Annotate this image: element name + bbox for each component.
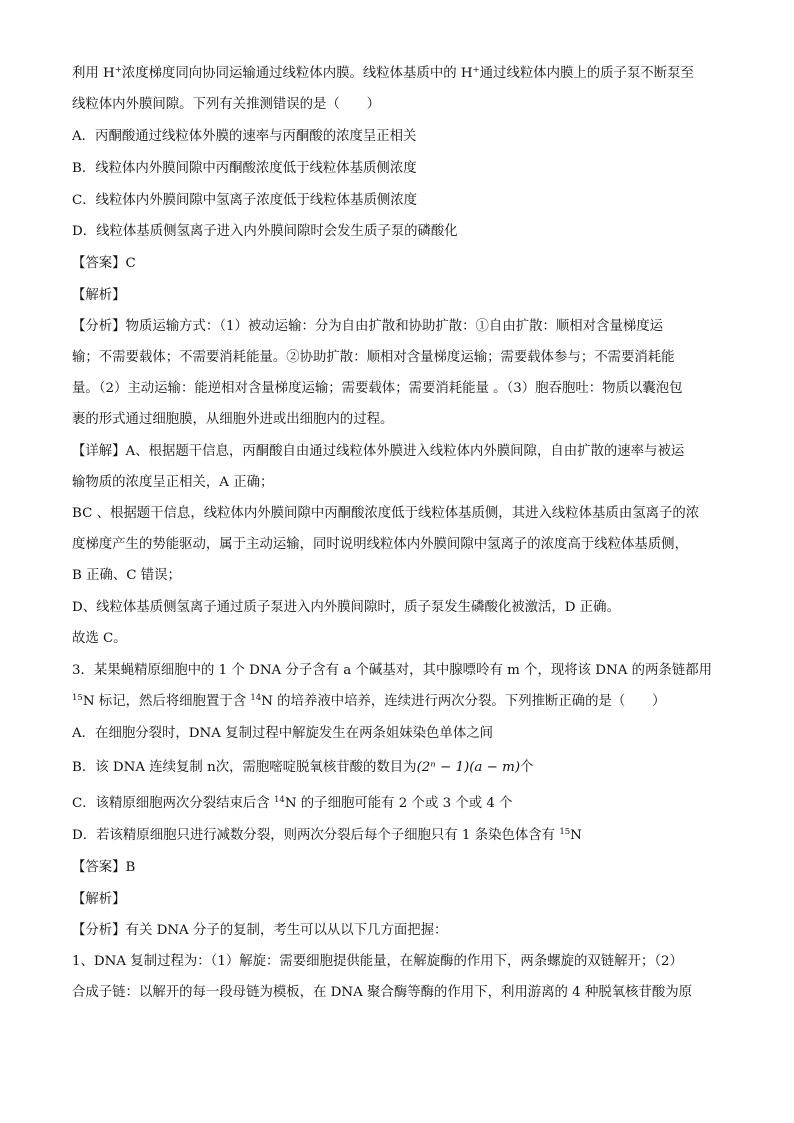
q3-analysis-heading: 【解析】	[72, 892, 126, 907]
q2-fenxi-line-2: 输；不需要载体；不需要消耗能量。②协助扩散：顺相对含量梯度运输；需要载体参与；不需要消耗能	[72, 350, 675, 365]
q2-xiangjie-line-2: 输物质的浓度呈正相关，A 正确；	[72, 475, 274, 490]
q3-fenxi: 【分析】有关 DNA 分子的复制，考生可以从以下几方面把握：	[72, 923, 448, 938]
q2-fenxi-line-3: 量。（2）主动运输：能逆相对含量梯度运输；需要载体；需要消耗能量 。（3）胞吞胞吐：物质以囊泡包	[72, 381, 683, 396]
q2-xiangjie-line-1: 【详解】A、根据题干信息，丙酮酸自由通过线粒体外膜进入线粒体内外膜间隙，自由扩散的速率与被运	[72, 444, 685, 459]
q2-xiangjie-line-3: BC 、根据题干信息，线粒体内外膜间隙中丙酮酸浓度低于线粒体基质侧，其进入线粒体基质由氢离子的浓	[72, 506, 700, 521]
q3-point1-line-1: 1、DNA 复制过程为：（1）解旋：需要细胞提供能量，在解旋酶的作用下，两条螺旋的双链解开；（2）	[72, 954, 683, 969]
q2-stem-line-1: 利用 H+浓度梯度同向协同运输通过线粒体内膜。线粒体基质中的 H+通过线粒体内膜上的质子泵不断泵至	[72, 65, 694, 81]
q2-analysis-heading: 【解析】	[72, 288, 126, 303]
q3-option-a: A．在细胞分裂时，DNA 复制过程中解旋发生在两条姐妹染色单体之间	[72, 726, 493, 741]
q2-option-b: B．线粒体内外膜间隙中丙酮酸浓度低于线粒体基质侧浓度	[72, 161, 417, 176]
q2-xiangjie-line-6: D、线粒体基质侧氢离子通过质子泵进入内外膜间隙时，质子泵发生磷酸化被激活，D 正确。	[72, 600, 620, 615]
q3-option-b-formula: (2ⁿ − 1)(a − m)	[416, 760, 521, 775]
q2-fenxi-line-1: 【分析】物质运输方式：（1）被动运输：分为自由扩散和协助扩散：①自由扩散：顺相对含量梯度运	[72, 319, 664, 334]
q3-stem-line-2: $^{15}$N 标记，然后将细胞置于含 $^{14}$N 的培养液中培养，连续进行两次分裂。下列推断正确的是（ ）	[72, 693, 666, 709]
q3-answer: 【答案】B	[72, 860, 136, 875]
q3-option-c: C．该精原细胞两次分裂结束后含 $^{14}$N 的子细胞可能有 2 个或 3 个或 4 个	[72, 795, 513, 811]
q2-option-c: C．线粒体内外膜间隙中氢离子浓度低于线粒体基质侧浓度	[72, 193, 418, 208]
q2-answer: 【答案】C	[72, 256, 136, 271]
q2-option-a: A．丙酮酸通过线粒体外膜的速率与丙酮酸的浓度呈正相关	[72, 129, 417, 144]
q2-xiangjie-line-4: 度梯度产生的势能驱动，属于主动运输，同时说明线粒体内外膜间隙中氢离子的浓度高于线粒体基质侧，	[72, 537, 688, 552]
q3-stem-line-1: 3．某果蝇精原细胞中的 1 个 DNA 分子含有 a 个碱基对，其中腺嘌呤有 m 个，现将该 DNA 的两条链都用	[72, 663, 712, 678]
q3-option-b: B．该 DNA 连续复制 n次，需胞嘧啶脱氧核苷酸的数目为(2ⁿ − 1)(a − m)个	[72, 760, 534, 775]
q3-option-d: D．若该精原细胞只进行减数分裂，则两次分裂后每个子细胞只有 1 条染色体含有 $^{15}$N	[72, 827, 582, 843]
q2-xiangjie-line-5: B 正确、C 错误；	[72, 568, 181, 583]
q2-option-d: D．线粒体基质侧氢离子进入内外膜间隙时会发生质子泵的磷酸化	[72, 224, 458, 239]
q2-fenxi-line-4: 裹的形式通过细胞膜，从细胞外进或出细胞内的过程。	[72, 412, 394, 427]
q3-point1-line-2: 合成子链：以解开的每一段母链为模板，在 DNA 聚合酶等酶的作用下，利用游离的 4 种脱氧核苷酸为原	[72, 985, 693, 1000]
q2-stem-line-2: 线粒体内外膜间隙。下列有关推测错误的是（ ）	[72, 97, 380, 112]
q2-conclusion: 故选 C。	[72, 631, 127, 646]
